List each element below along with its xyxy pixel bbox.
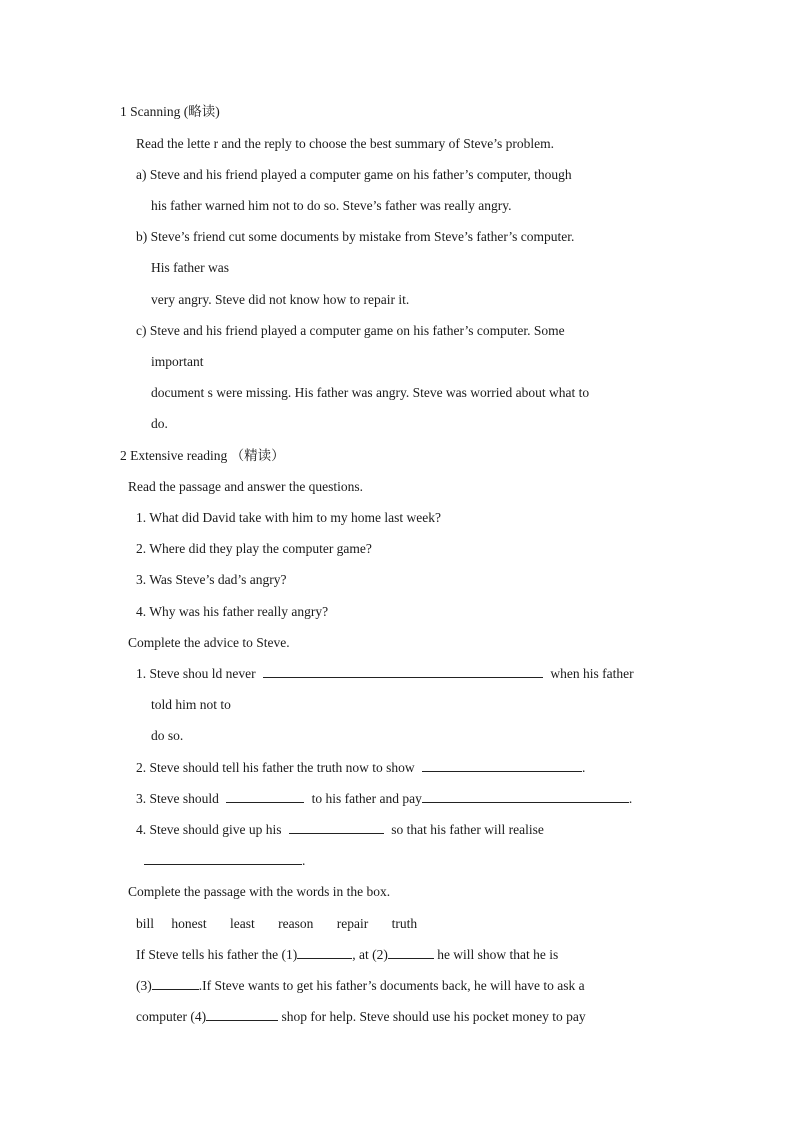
- passage-line-2-a: (3): [136, 978, 152, 993]
- advice-item-4-start: 4. Steve should give up his: [136, 822, 282, 837]
- question-2: 2. Where did they play the computer game?: [136, 541, 372, 556]
- advice-item-1: [136, 665, 634, 683]
- answer-blank[interactable]: [297, 946, 352, 959]
- advice-item-3: [136, 790, 632, 808]
- option-a-line2: his father warned him not to do so. Steve’s father was really angry.: [151, 198, 512, 213]
- option-c-line3: document s were missing. His father was angry. Steve was worried about what to: [151, 385, 590, 400]
- answer-blank[interactable]: [289, 821, 384, 834]
- answer-blank[interactable]: [422, 759, 582, 772]
- answer-blank[interactable]: [206, 1008, 278, 1021]
- section2-title: 2 Extensive reading （精读）: [120, 448, 285, 463]
- answer-blank[interactable]: [144, 852, 302, 865]
- option-b-line1: b) Steve’s friend cut some documents by mistake from Steve’s father’s computer.: [136, 229, 575, 244]
- option-c-line2: important: [151, 354, 204, 369]
- question-3: 3. Was Steve’s dad’s angry?: [136, 572, 287, 587]
- word-reason: reason: [278, 916, 314, 931]
- section1-title: 1 Scanning (略读): [120, 104, 220, 119]
- word-truth: truth: [391, 916, 418, 931]
- advice-item-4-line2: [144, 852, 305, 870]
- passage-line-1-a: If Steve tells his father the (1): [136, 947, 298, 962]
- advice-item-1-line2: told him not to: [151, 697, 231, 712]
- advice-item-2: [136, 759, 585, 777]
- advice-item-1-end: when his father: [550, 666, 634, 681]
- word-box: [136, 915, 417, 933]
- word-honest: honest: [171, 916, 207, 931]
- advice-item-4-line2-end: .: [302, 853, 306, 868]
- passage-line-2: [136, 977, 585, 995]
- option-b-line3: very angry. Steve did not know how to repair it.: [151, 292, 410, 307]
- advice-item-1-line3: do so.: [151, 728, 184, 743]
- passage-instruction: Complete the passage with the words in the box.: [128, 884, 391, 899]
- passage-line-3-a: computer (4): [136, 1009, 207, 1024]
- advice-item-2-end: .: [581, 760, 586, 775]
- option-a-line1: a) Steve and his friend played a computer game on his father’s computer, though: [136, 167, 572, 182]
- advice-item-4-end: so that his father will realise: [391, 822, 544, 837]
- section2-instruction: Read the passage and answer the questions.: [128, 479, 364, 494]
- section1-instruction: Read the lette r and the reply to choose the best summary of Steve’s problem.: [136, 136, 555, 151]
- answer-blank[interactable]: [388, 946, 434, 959]
- word-repair: repair: [336, 916, 369, 931]
- advice-item-3-start: 3. Steve should: [136, 791, 219, 806]
- option-b-line2: His father was: [151, 260, 229, 275]
- word-least: least: [230, 916, 255, 931]
- passage-line-3: [136, 1008, 586, 1026]
- advice-item-3-end: .: [628, 791, 633, 806]
- passage-line-1: [136, 946, 558, 964]
- advice-instruction: Complete the advice to Steve.: [128, 635, 290, 650]
- answer-blank[interactable]: [422, 790, 629, 803]
- passage-line-2-b: .If Steve wants to get his father’s documents back, he will have to ask a: [198, 978, 585, 993]
- answer-blank[interactable]: [263, 665, 543, 678]
- passage-line-1-b: , at (2): [352, 947, 388, 962]
- passage-line-3-b: shop for help. Steve should use his pocket money to pay: [281, 1009, 586, 1024]
- advice-item-3-mid: to his father and pay: [311, 791, 422, 806]
- question-4: 4. Why was his father really angry?: [136, 604, 329, 619]
- answer-blank[interactable]: [152, 977, 199, 990]
- option-c-line4: do.: [151, 416, 168, 431]
- passage-line-1-c: he will show that he is: [437, 947, 559, 962]
- answer-blank[interactable]: [226, 790, 304, 803]
- advice-item-4: [136, 821, 544, 839]
- word-bill: bill: [136, 916, 155, 931]
- option-c-line1: c) Steve and his friend played a computer game on his father’s computer. Some: [136, 323, 565, 338]
- advice-item-2-start: 2. Steve should tell his father the truth now to show: [136, 760, 415, 775]
- question-1: 1. What did David take with him to my home last week?: [136, 510, 441, 525]
- advice-item-1-start: 1. Steve shou ld never: [136, 666, 256, 681]
